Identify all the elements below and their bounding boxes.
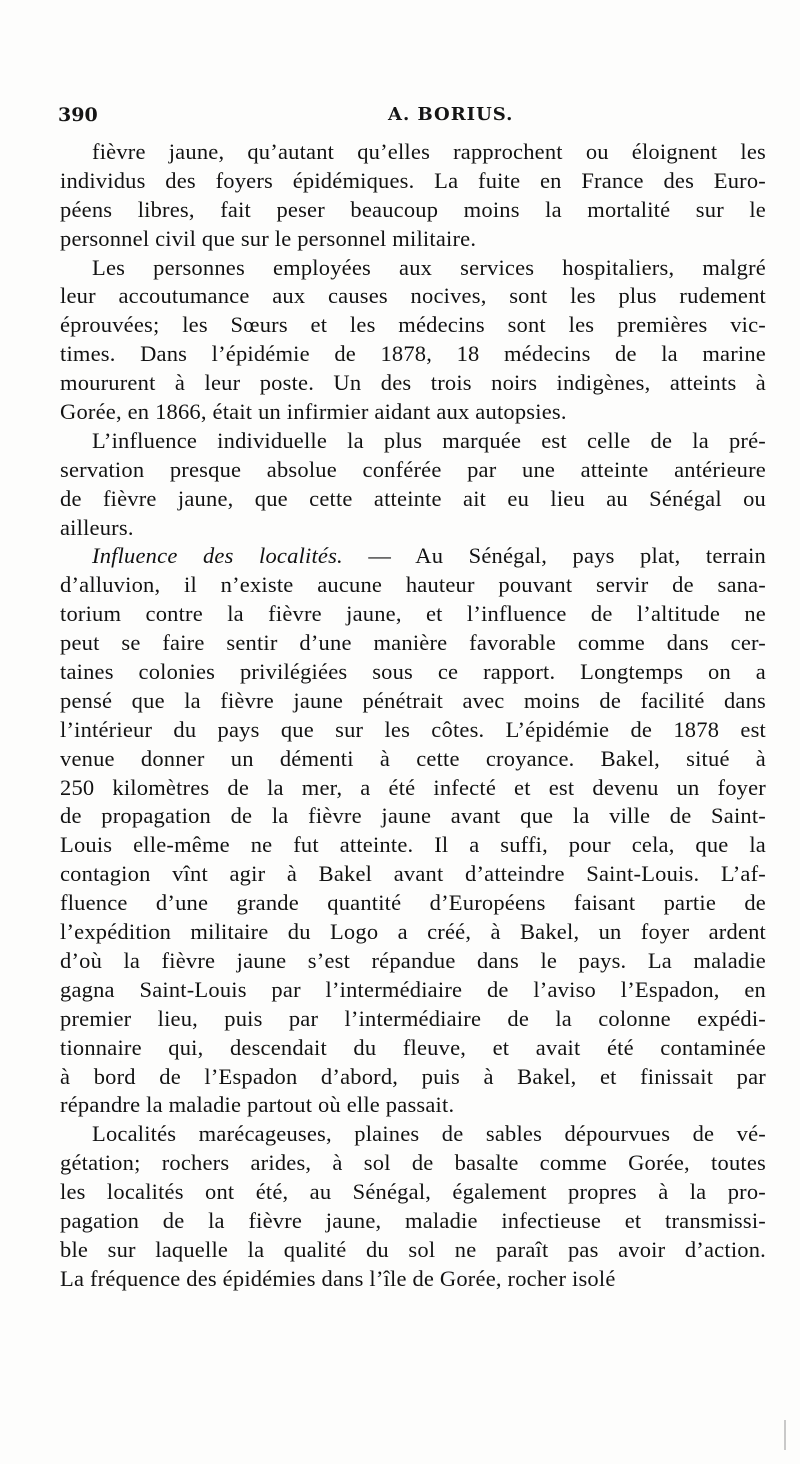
text-line: taines colonies privilégiées sous ce rapport. Longtemps on a bbox=[60, 659, 766, 685]
text-line: éprouvées; les Sœurs et les médecins sont les premières vic- bbox=[60, 312, 766, 338]
text-line: L’influence individuelle la plus marquée est celle de la pré- bbox=[92, 427, 766, 453]
text-line: personnel civil que sur le personnel militaire. bbox=[60, 225, 477, 251]
page-header bbox=[58, 104, 770, 134]
text-line: Localités marécageuses, plaines de sables dépourvues de vé- bbox=[92, 1121, 766, 1147]
text-line: individus des foyers épidémiques. La fuite en France des Euro- bbox=[60, 167, 766, 193]
text-line: péens libres, fait peser beaucoup moins la mortalité sur le bbox=[60, 196, 766, 222]
text-line: servation presque absolue conférée par une atteinte antérieure bbox=[60, 456, 766, 482]
scan-edge-mark bbox=[784, 1420, 786, 1450]
text-line: gétation; rochers arides, à sol de basalte comme Gorée, toutes bbox=[60, 1150, 766, 1176]
text-line: times. Dans l’épidémie de 1878, 18 médecins de la marine bbox=[60, 341, 766, 367]
text-line: tionnaire qui, descendait du fleuve, et avait été contaminée bbox=[60, 1034, 766, 1060]
text-line: répandre la maladie partout où elle passait. bbox=[60, 1092, 455, 1118]
text-line: les localités ont été, au Sénégal, également propres à la pro- bbox=[60, 1179, 766, 1205]
text-line: La fréquence des épidémies dans l’île de Gorée, rocher isolé bbox=[60, 1265, 616, 1291]
italic-heading: Influence des localités. bbox=[92, 543, 343, 569]
page-number: 390 bbox=[58, 104, 98, 126]
text-line: gagna Saint-Louis par l’intermédiaire de l’aviso l’Espadon, en bbox=[60, 976, 766, 1002]
text-line: contagion vînt agir à Bakel avant d’atteindre Saint-Louis. L’af- bbox=[60, 861, 766, 887]
running-head: A. BORIUS. bbox=[388, 104, 514, 125]
text-line: fluence d’une grande quantité d’Européens faisant partie de bbox=[60, 890, 766, 916]
text-line: fièvre jaune, qu’autant qu’elles rapprochent ou éloignent les bbox=[92, 139, 766, 164]
text-line: premier lieu, puis par l’intermédiaire de la colonne expédi- bbox=[60, 1005, 766, 1031]
text-line: pensé que la fièvre jaune pénétrait avec moins de facilité dans bbox=[60, 687, 766, 713]
text-line: pagation de la fièvre jaune, maladie infectieuse et transmissi- bbox=[60, 1207, 766, 1233]
line-text: — Au Sénégal, pays plat, terrain bbox=[342, 543, 766, 569]
text-line: moururent à leur poste. Un des trois noirs indigènes, atteints à bbox=[60, 370, 766, 396]
text-line bbox=[60, 542, 766, 571]
body-text bbox=[60, 138, 766, 1294]
text-line: Louis elle-même ne fut atteinte. Il a suffi, pour cela, que la bbox=[60, 832, 766, 858]
text-line: d’où la fièvre jaune s’est répandue dans le pays. La maladie bbox=[60, 947, 766, 973]
text-line: peut se faire sentir d’une manière favorable comme dans cer- bbox=[60, 630, 766, 656]
text-line: venue donner un démenti à cette croyance. Bakel, situé à bbox=[60, 745, 766, 771]
text-line: l’expédition militaire du Logo a créé, à Bakel, un foyer ardent bbox=[60, 919, 766, 945]
text-line: Gorée, en 1866, était un infirmier aidant aux autopsies. bbox=[60, 399, 567, 425]
text-line: leur accoutumance aux causes nocives, sont les plus rudement bbox=[60, 283, 766, 309]
text-line: de propagation de la fièvre jaune avant que la ville de Saint- bbox=[60, 803, 766, 829]
text-line: d’alluvion, il n’existe aucune hauteur pouvant servir de sana- bbox=[60, 572, 766, 598]
text-line: ble sur laquelle la qualité du sol ne paraît pas avoir d’action. bbox=[60, 1236, 766, 1262]
text-line: Les personnes employées aux services hospitaliers, malgré bbox=[92, 254, 766, 280]
text-line: 250 kilomètres de la mer, a été infecté et est devenu un foyer bbox=[60, 774, 766, 800]
text-line: à bord de l’Espadon d’abord, puis à Bakel, et finissait par bbox=[60, 1063, 766, 1089]
text-line: torium contre la fièvre jaune, et l’influence de l’altitude ne bbox=[60, 601, 766, 627]
text-line: de fièvre jaune, que cette atteinte ait eu lieu au Sénégal ou bbox=[60, 485, 766, 511]
text-line: l’intérieur du pays que sur les côtes. L’épidémie de 1878 est bbox=[60, 716, 766, 742]
text-line: ailleurs. bbox=[60, 514, 134, 540]
